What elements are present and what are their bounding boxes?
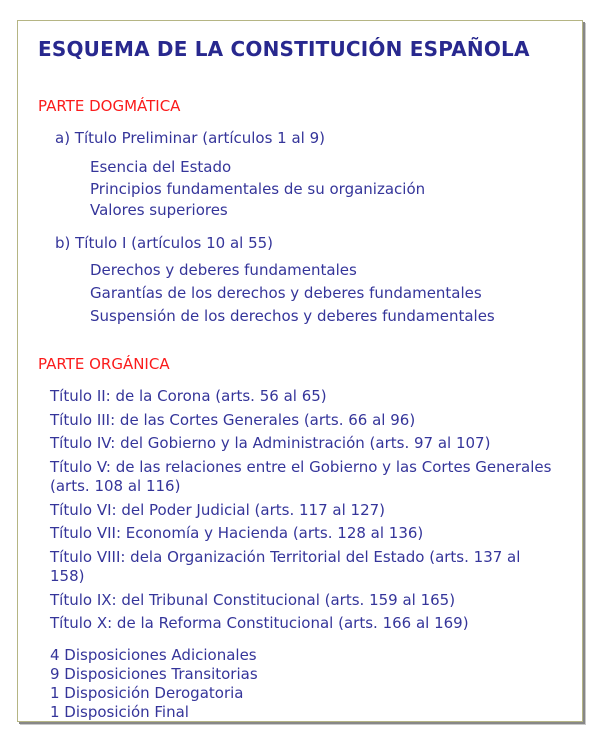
disposition-item: 1 Disposición Final bbox=[50, 702, 189, 721]
disposition-item: 4 Disposiciones Adicionales bbox=[50, 645, 257, 664]
outline-sub-item: Garantías de los derechos y deberes fundamentales bbox=[90, 283, 482, 302]
outline-sub-list-a bbox=[90, 158, 562, 221]
titulo-item: Título IV: del Gobierno y la Administración (arts. 97 al 107) bbox=[50, 434, 491, 452]
disposition-item: 9 Disposiciones Transitorias bbox=[50, 664, 258, 683]
titulo-item: Título V: de las relaciones entre el Gobierno y las Cortes Generales (arts. 108 al 116) bbox=[50, 457, 552, 495]
outline-sub-list-b bbox=[90, 261, 562, 327]
titulo-item: Título VII: Economía y Hacienda (arts. 128 al 136) bbox=[50, 524, 424, 542]
titulo-list bbox=[50, 387, 562, 634]
titulo-item: Título VI: del Poder Judicial (arts. 117 al 127) bbox=[50, 500, 386, 519]
titulo-item: Título II: de la Corona (arts. 56 al 65) bbox=[50, 387, 327, 405]
outline-sub-item: Esencia del Estado bbox=[90, 158, 232, 176]
titulo-item: Título III: de las Cortes Generales (arts. 66 al 96) bbox=[50, 410, 416, 429]
outline-sub-item: Derechos y deberes fundamentales bbox=[90, 260, 357, 279]
outline-group-label-b: b) Título I (artículos 10 al 55) bbox=[55, 233, 274, 252]
titulo-item: Título VIII: dela Organización Territorial del Estado (arts. 137 al 158) bbox=[50, 547, 521, 585]
section-heading-organica: PARTE ORGÁNICA bbox=[38, 355, 170, 373]
titulo-item: Título IX: del Tribunal Constitucional (arts. 159 al 165) bbox=[50, 590, 456, 609]
outline-sub-item: Valores superiores bbox=[90, 201, 228, 219]
document-title: ESQUEMA DE LA CONSTITUCIÓN ESPAÑOLA bbox=[38, 37, 530, 61]
disposition-item: 1 Disposición Derogatoria bbox=[50, 683, 244, 702]
outline-group-label-a: a) Título Preliminar (artículos 1 al 9) bbox=[55, 129, 326, 147]
titulo-item: Título X: de la Reforma Constitucional (arts. 166 al 169) bbox=[50, 614, 469, 632]
outline-sub-item: Principios fundamentales de su organización bbox=[90, 179, 426, 198]
disposition-list bbox=[50, 646, 562, 722]
outline-sub-item: Suspensión de los derechos y deberes fundamentales bbox=[90, 306, 495, 325]
document-page bbox=[17, 20, 583, 722]
section-heading-dogmatica: PARTE DOGMÁTICA bbox=[38, 97, 181, 115]
